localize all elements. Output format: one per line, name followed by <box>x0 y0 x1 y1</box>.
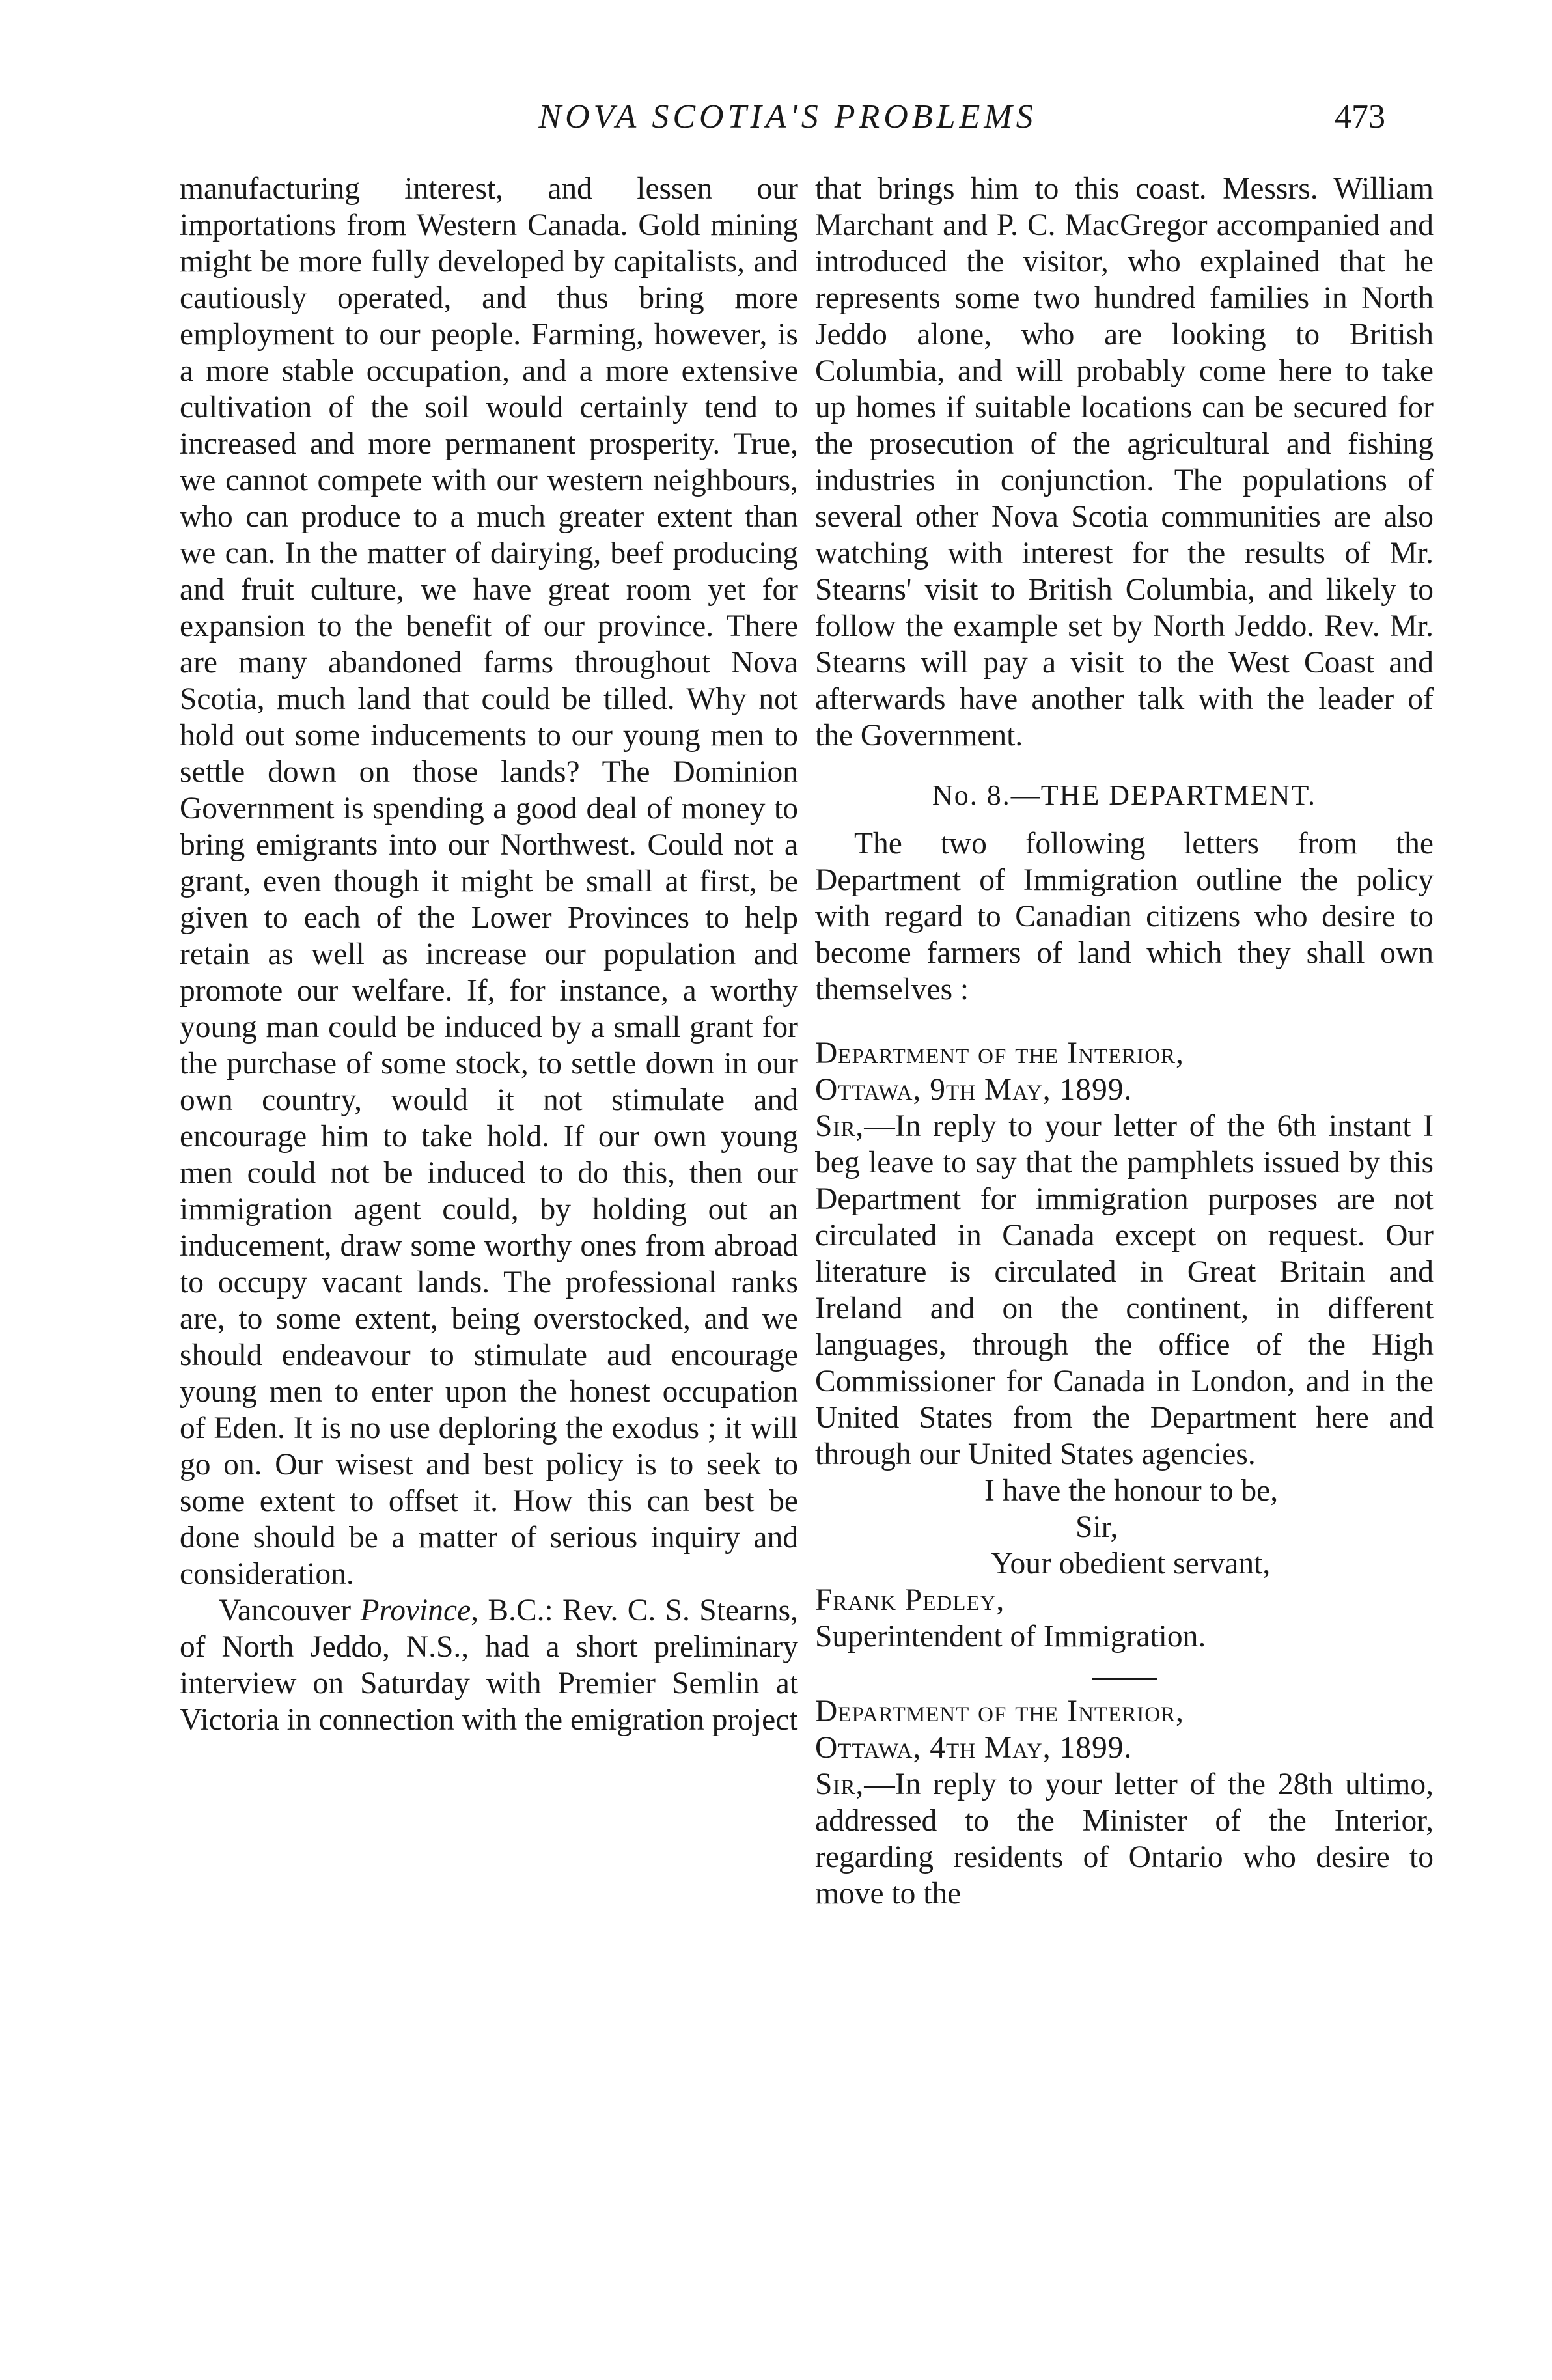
left-paragraph-2 <box>180 1592 798 1738</box>
dateline-prefix: Vancouver <box>219 1594 361 1627</box>
letter-2-salutation: Sir, <box>815 1767 865 1801</box>
letters-intro: The two following letters from the Department of Immigration outline the policy with regard to Canadian citizens who desire to become farmers of land which they shall own themselves : <box>815 827 1434 1006</box>
letter-1-salutation: Sir, <box>815 1109 865 1143</box>
left-paragraph-1: manufacturing interest, and lessen our importations from Western Canada. Gold mining might be more fully developed by capitalists, and cautiously operated, and thus bring more employment to our people. Farming, however, is a more stable occupation, and a more extensive cultivation of the soil would certainly tend to increased and more permanent prosperity. True, we cannot compete with our western neighbours, who can produce to a much greater extent than we can. In the matter of dairying, beef producing and fruit culture, we have great room yet for expansion to the benefit of our province. There are many abandoned farms throughout Nova Scotia, much land that could be tilled. Why not hold out some inducements to our young men to settle down on those lands? The Dominion Government is spending a good deal of money to bring emigrants into our Northwest. Could not a grant, even though it might be small at first, be given to each of the Lower Provinces to help retain as well as increase our population and promote our welfare. If, for instance, a worthy young man could be induced by a small grant for the purchase of some stock, to settle down in our own country, would it not stimulate and encourage him to take hold. If our own young men could not be induced to do this, then our immigration agent could, by holding out an inducement, draw some worthy ones from abroad to occupy vacant lands. The professional ranks are, to some extent, being overstocked, and we should endeavour to stimulate aud encourage young men to enter upon the honest occupation of Eden. It is no use deploring the exodus ; it will go on. Our wisest and best policy is to seek to some extent to offset it. How this can best be done should be a matter of serious inquiry and consideration. <box>180 172 798 1591</box>
letter-2-body-text: —In reply to your letter of the 28th ultimo, addressed to the Minister of the Interior, regarding residents of Ontario who desire to move to the <box>815 1767 1434 1911</box>
letter-1-signer: Frank Pedley, <box>815 1583 1005 1617</box>
letter-2-place-date <box>815 1730 1434 1766</box>
letter-1 <box>815 1035 1434 1655</box>
right-paragraph-1: that brings him to this coast. Messrs. William Marchant and P. C. MacGregor accompanied and introduced the visitor, who explained that he represents some two hundred families in North Jeddo alone, who are looking to British Columbia, and will probably come here to take up homes if suitable locations can be secured for the prosecution of the agricultural and fishing industries in conjunction. The populations of several other Nova Scotia communities are also watching with interest for the results of Mr. Stearns' visit to British Columbia, and likely to follow the example set by North Jeddo. Rev. Mr. Stearns will pay a visit to the West Coast and afterwards have another talk with the leader of the Government. <box>815 172 1434 753</box>
letter-2 <box>815 1693 1434 1912</box>
newspaper-name: Province <box>360 1594 471 1627</box>
letter-separator-rule <box>1092 1678 1157 1680</box>
right-column <box>815 171 1434 1912</box>
letter-1-place-date <box>815 1072 1434 1108</box>
letter-1-department: Department of the Interior, <box>815 1036 1184 1070</box>
letter-2-body <box>815 1766 1434 1912</box>
letter-1-signer-title: Superintendent of Immigration. <box>815 1620 1206 1654</box>
left-column <box>180 171 798 1738</box>
page-number: 473 <box>1335 98 1385 135</box>
letter-1-body <box>815 1108 1434 1473</box>
page-header <box>0 98 1552 143</box>
letter-2-department: Department of the Interior, <box>815 1695 1184 1728</box>
running-title: NOVA SCOTIA'S PROBLEMS <box>538 98 1037 135</box>
letter-1-closing-2: Sir, <box>1075 1510 1118 1544</box>
letter-1-closing-3: Your obedient servant, <box>991 1547 1271 1581</box>
letter-1-closing-1: I have the honour to be, <box>984 1474 1279 1508</box>
left-paragraph-2-text: , B.C.: Rev. C. S. Stearns, of North Jeddo, N.S., had a short preliminary interview on Saturday with Premier Semlin at Victoria in connection with the emigration project <box>180 1594 798 1737</box>
section-heading: No. 8.—THE DEPARTMENT. <box>932 779 1317 811</box>
letter-1-body-text: —In reply to your letter of the 6th instant I beg leave to say that the pamphlets issued by this Department for immigration purposes are not circulated in Canada except on request. Our literature is circulated in Great Britain and Ireland and on the continent, in different languages, through the office of the High Commissioner for Canada in London, and in the United States from the Department here and through our United States agencies. <box>815 1109 1434 1471</box>
letter-2-place-date-text: Ottawa, 4th May, 1899. <box>815 1731 1133 1765</box>
letter-1-place-date-text: Ottawa, 9th May, 1899. <box>815 1073 1133 1107</box>
